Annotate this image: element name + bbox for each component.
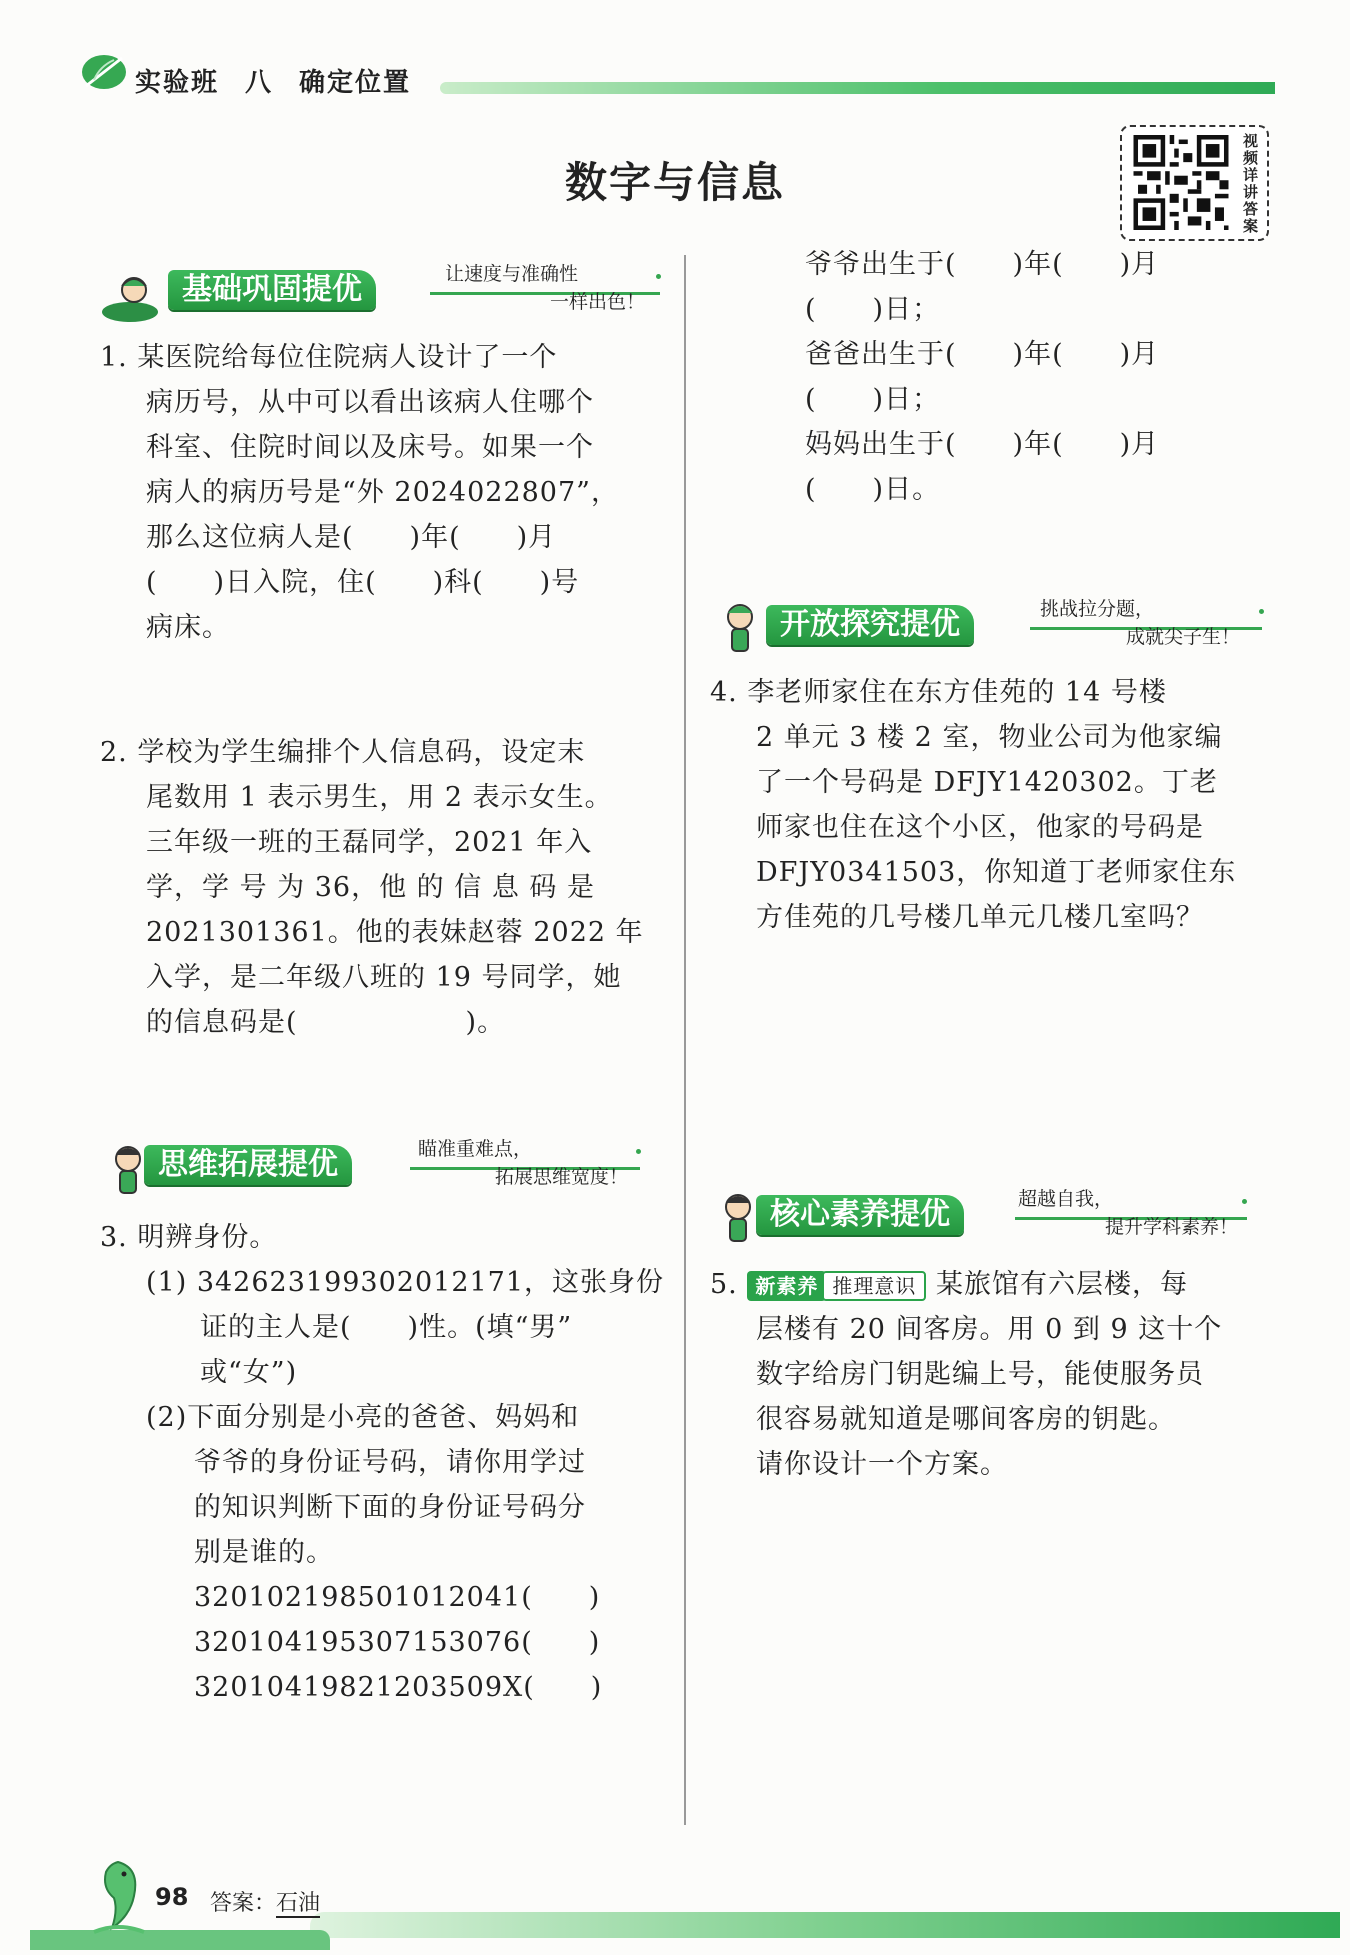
text-line: ( )日。 <box>805 474 941 505</box>
slogan-dot <box>1259 609 1264 614</box>
text-line: 2021301361。他的表妹赵蓉 2022 年 <box>146 917 644 948</box>
text-line: 那么这位病人是( )年( )月 <box>146 522 557 553</box>
text-line: 的信息码是( )。 <box>146 1007 506 1038</box>
question-number: 5. <box>710 1269 738 1300</box>
text-line: 妈妈出生于( )年( )月 <box>805 429 1160 460</box>
text-line: 爷爷出生于( )年( )月 <box>805 249 1160 280</box>
section-label-open: 开放探究提优 <box>766 605 974 645</box>
page-title: 数字与信息 <box>564 158 785 207</box>
reasoning-tag: 推理意识 <box>822 1271 926 1301</box>
header-bar <box>440 82 1275 94</box>
column-divider <box>684 255 686 1825</box>
slogan-dot <box>636 1149 641 1154</box>
slogan-core <box>1018 1185 1238 1241</box>
slogan-dot <box>1242 1199 1247 1204</box>
chapter-name: 确定位置 <box>299 68 412 98</box>
slogan-line-2: 一样出色！ <box>549 291 645 313</box>
text-line: 数字给房门钥匙编上号，能使服务员 <box>756 1359 1204 1390</box>
id-number-line: 320102198501012041( ) <box>194 1582 601 1613</box>
question-5 <box>710 1262 1222 1487</box>
leaf-logo-icon <box>80 52 128 92</box>
text-line: 或“女”) <box>200 1357 298 1388</box>
qr-label: 视频详讲答案 <box>1243 132 1259 235</box>
section-label-core: 核心素养提优 <box>756 1195 964 1235</box>
text-line: 三年级一班的王磊同学，2021 年入 <box>146 827 593 858</box>
slogan-line-1: 超越自我， <box>1018 1188 1114 1210</box>
slogan-line-2: 提升学科素养！ <box>1104 1216 1238 1238</box>
text-line: 尾数用 1 表示男生，用 2 表示女生。 <box>146 782 613 813</box>
text-line: 方佳苑的几号楼几单元几楼几室吗？ <box>756 902 1204 933</box>
series-name: 实验班 <box>135 68 220 98</box>
question-2 <box>100 730 644 1045</box>
question-4 <box>710 670 1236 940</box>
text-line: 病床。 <box>146 612 230 643</box>
text-line: 请你设计一个方案。 <box>756 1449 1008 1480</box>
qr-box <box>1120 125 1269 241</box>
text-line: 了一个号码是 DFJY1420302。丁老 <box>756 767 1218 798</box>
text-line: DFJY0341503，你知道丁老师家住东 <box>756 857 1237 888</box>
text-line: 层楼有 20 间客房。用 0 到 9 这十个 <box>756 1314 1223 1345</box>
text-line: 别是谁的。 <box>194 1537 334 1568</box>
text-line: 师家也住在这个小区，他家的号码是 <box>756 812 1204 843</box>
id-number-line: 32010419821203509X( ) <box>194 1672 603 1703</box>
slogan-line-1: 挑战拉分题， <box>1040 598 1155 620</box>
birth-dates <box>805 242 1159 512</box>
question-text: 某旅馆有六层楼，每 <box>935 1269 1188 1300</box>
question-3 <box>100 1215 664 1710</box>
text-line: (2)下面分别是小亮的爸爸、妈妈和 <box>146 1402 580 1433</box>
section-label-thinking: 思维拓展提优 <box>144 1145 352 1185</box>
slogan-basic <box>445 260 645 316</box>
text-line: 3. 明辨身份。 <box>100 1222 278 1253</box>
section-label-basic: 基础巩固提优 <box>168 270 376 310</box>
section-banner-basic <box>100 260 660 330</box>
text-line: ( )日； <box>805 384 941 415</box>
unit-number: 八 <box>245 68 274 98</box>
mascot-icon <box>100 268 160 328</box>
mascot-icon <box>710 599 770 659</box>
text-line: 学，学 号 为 36，他 的 信 息 码 是 <box>146 872 596 903</box>
section-banner-thinking <box>100 1135 645 1205</box>
section-banner-core <box>710 1185 1255 1255</box>
text-line: ( )日； <box>805 294 941 325</box>
page-number: 98 <box>155 1883 189 1911</box>
running-header <box>135 62 437 99</box>
answer-value: 石油 <box>276 1891 321 1916</box>
text-line: 爷爷的身份证号码，请你用学过 <box>194 1447 586 1478</box>
slogan-open <box>1040 595 1240 651</box>
text-line: 入学，是二年级八班的 19 号同学，她 <box>146 962 622 993</box>
text-line: 1. 某医院给每位住院病人设计了一个 <box>100 342 558 373</box>
text-line: 的知识判断下面的身份证号码分 <box>194 1492 586 1523</box>
text-line: 4. 李老师家住在东方佳苑的 14 号楼 <box>710 677 1167 708</box>
footer-bar <box>310 1912 1340 1938</box>
slogan-dot <box>656 274 661 279</box>
text-line: 2 单元 3 楼 2 室，物业公司为他家编 <box>756 722 1223 753</box>
slogan-line-2: 拓展思维宽度！ <box>494 1166 628 1188</box>
text-line: 很容易就知道是哪间客房的钥匙。 <box>756 1404 1176 1435</box>
text-line: 病人的病历号是“外 2024022807”， <box>146 477 619 508</box>
text-line <box>710 1262 1222 1307</box>
slogan-thinking <box>418 1135 628 1191</box>
section-banner-open <box>710 595 1270 665</box>
slogan-line-1: 瞄准重难点， <box>418 1138 533 1160</box>
text-line: 爸爸出生于( )年( )月 <box>805 339 1160 370</box>
dolphin-icon <box>88 1858 150 1938</box>
text-line: 2. 学校为学生编排个人信息码，设定末 <box>100 737 586 768</box>
footer-answer <box>210 1886 320 1917</box>
slogan-line-1: 让速度与准确性 <box>445 263 579 285</box>
text-line: 病历号，从中可以看出该病人住哪个 <box>146 387 594 418</box>
id-number-line: 320104195307153076( ) <box>194 1627 601 1658</box>
new-literacy-tag: 新素养 <box>747 1271 826 1301</box>
qr-code-icon <box>1132 135 1230 230</box>
text-line: (1) 342623199302012171，这张身份 <box>146 1267 665 1298</box>
text-line: 科室、住院时间以及床号。如果一个 <box>146 432 594 463</box>
slogan-line-2: 成就尖子生！ <box>1125 626 1240 648</box>
answer-label: 答案： <box>210 1891 277 1916</box>
text-line: ( )日入院，住( )科( )号 <box>146 567 580 598</box>
text-line: 证的主人是( )性。(填“男” <box>200 1312 573 1343</box>
footer-wave <box>30 1930 330 1950</box>
question-1 <box>100 335 619 650</box>
